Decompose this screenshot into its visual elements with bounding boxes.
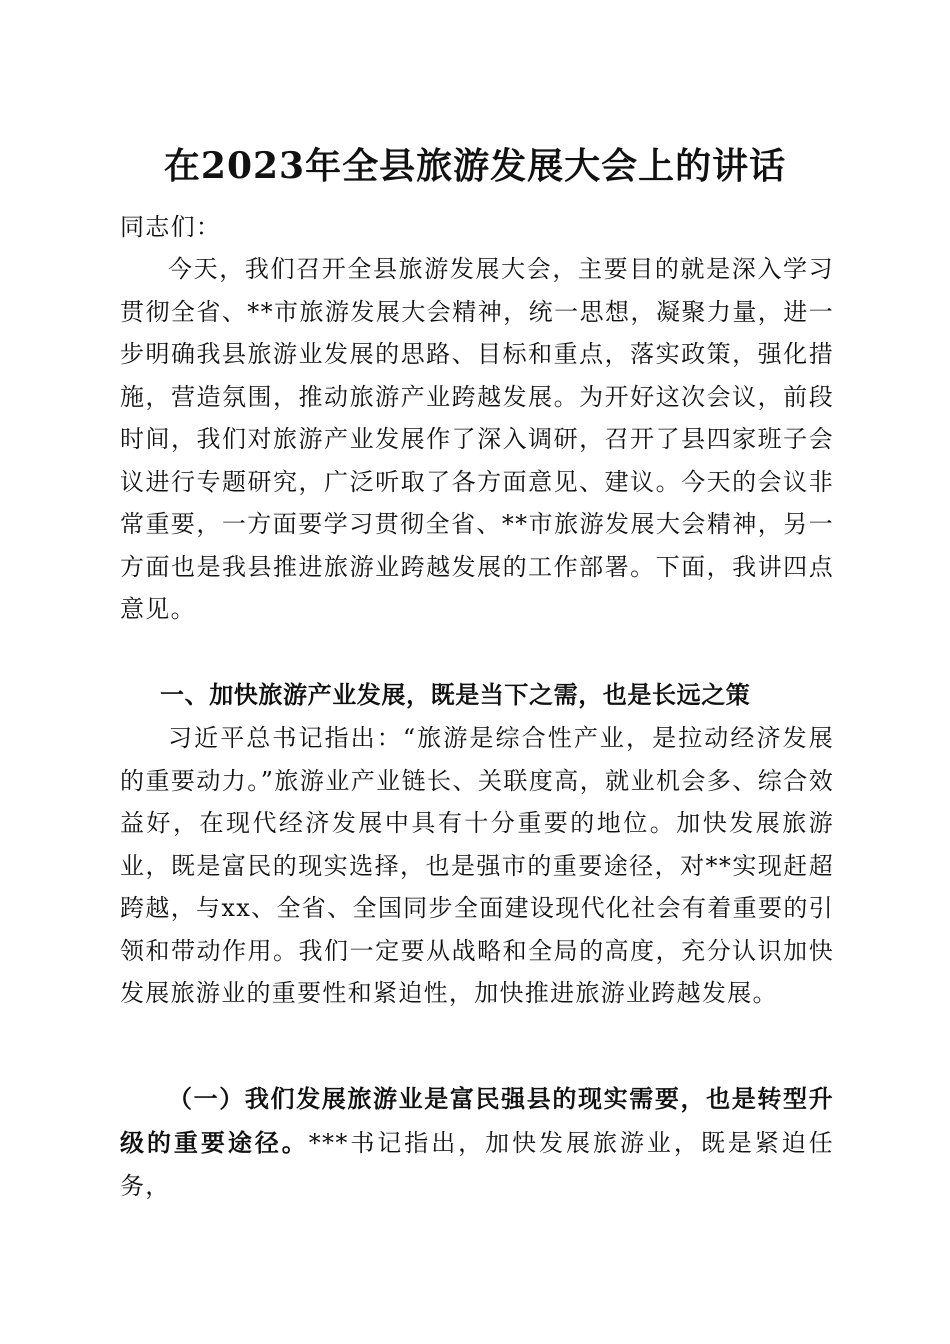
paragraph-intro: 今天，我们召开全县旅游发展大会，主要目的就是深入学习贯彻全省、**市旅游发展大会精神，统一思想，凝聚力量，进一步明确我县旅游业发展的思路、目标和重点，落实政策，强化措施，营造氛围，推动旅游产业跨越发展。为开好这次会议，前段时间，我们对旅游产业发展作了深入调研，召开了县四家班子会议进行专题研究，广泛听取了各方面意见、建议。今天的会议非常重要，一方面要学习贯彻全省、**市旅游发展大会精神，另一方面也是我县推进旅游业跨越发展的工作部署。下面，我讲四点意见。	[120, 255, 834, 623]
paragraph-subsection-1	[120, 1077, 834, 1208]
subsection-lead: （一）我们发展旅游业是富民强县的现实需要，也是转型升级的重要途径。	[120, 1084, 834, 1157]
subsection-text: ***书记指出，加快发展旅游业，既是紧迫任务，	[120, 1129, 834, 1200]
salutation: 同志们：	[120, 213, 222, 241]
document-title: 在2023年全县旅游发展大会上的讲话	[163, 145, 787, 187]
paragraph-section-1: 习近平总书记指出：“旅游是综合性产业，是拉动经济发展的重要动力。”旅游业产业链长、关联度高，就业机会多、综合效益好，在现代经济发展中具有十分重要的地位。加快发展旅游业，既是富民的现实选择，也是强市的重要途径，对**实现赶超跨越，与xx、全省、全国同步全面建设现代化社会有着重要的引领和带动作用。我们一定要从战略和全局的高度，充分认识加快发展旅游业的重要性和紧迫性，加快推进旅游业跨越发展。	[120, 724, 834, 1007]
section-heading-1: 一、加快旅游产业发展，既是当下之需，也是长远之策	[160, 680, 751, 709]
